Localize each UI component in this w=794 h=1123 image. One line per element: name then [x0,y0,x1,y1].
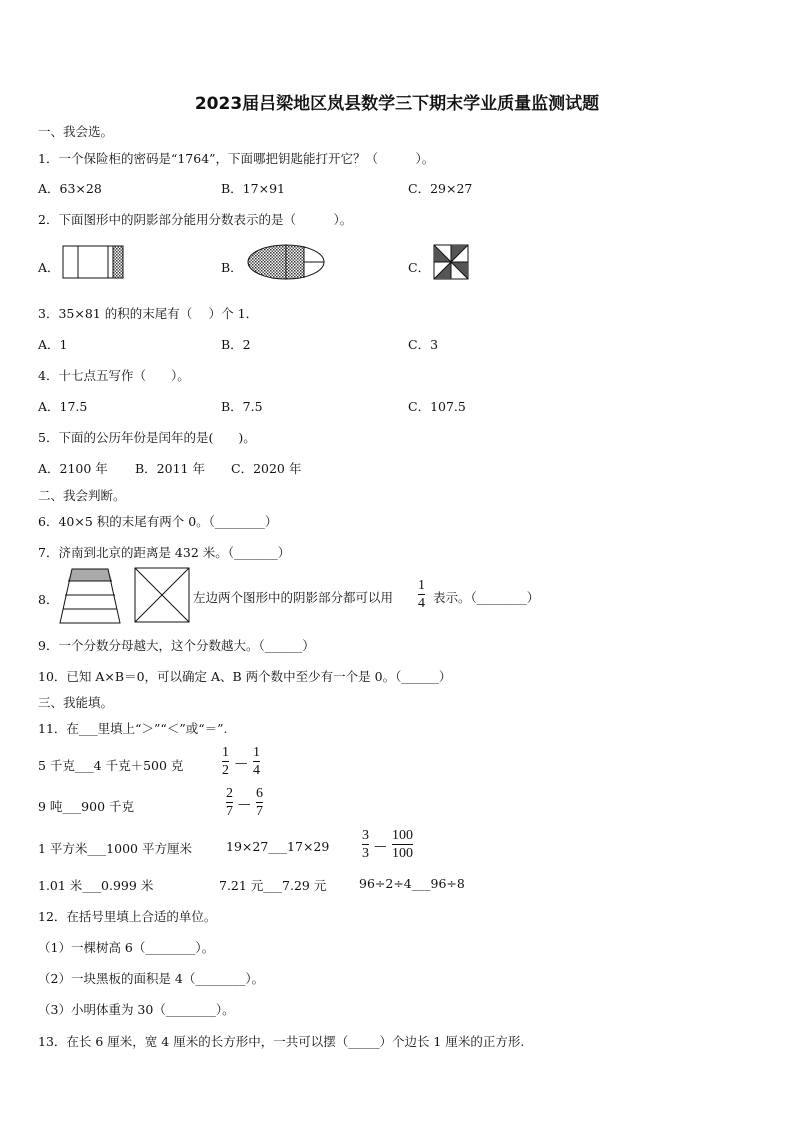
q11-row3-frac-left: 3 3 [362,828,369,861]
question-8-tail: 表示。（________） [433,590,540,605]
q3-option-b: B．2 [221,337,251,352]
q11-row1-frac-right: 1 4 [253,745,260,778]
q11-row1-left: 5 千克___4 千克＋500 克 [38,758,184,773]
q11-row3-middle: 19×27___17×29 [226,839,330,854]
q4-option-a: A．17.5 [38,399,88,414]
q11-row2-frac-left: 2 7 [226,786,233,819]
page-title: 2023届吕梁地区岚县数学三下期末学业质量监测试题 [194,94,600,114]
section-heading-judge: 二、我会判断。 [38,488,126,503]
q4-option-c: C．107.5 [408,399,466,414]
q1-option-b: B．17×91 [221,181,285,196]
q11-row4-middle: 7.21 元___7.29 元 [219,878,327,893]
question-12: 12．在括号里填上合适的单位。 [38,909,217,924]
q8-figure-square [134,567,190,623]
question-9: 9．一个分数分母越大，这个分数越大。（______） [38,638,315,653]
q11-row1-frac-left: 1 2 [222,745,229,778]
q5-option-a: A．2100 年 [38,461,108,476]
q8-fraction [418,578,425,611]
q11-row1-blank: — [235,755,248,770]
question-3: 3．35×81 的积的末尾有（ ）个 1． [38,306,259,321]
q12-item-1: （1）一棵树高 6（________）。 [38,940,215,955]
q3-option-c: C．3 [408,337,439,352]
question-10: 10．已知 A×B＝0，可以确定 A、B 两个数中至少有一个是 0。（______） [38,669,452,684]
q11-row2-left: 9 吨___900 千克 [38,799,135,814]
q4-option-b: B．7.5 [221,399,263,414]
q2-figure-a-rectangle [62,245,124,279]
q2-option-a: A． [38,260,60,275]
q12-item-2: （2）一块黑板的面积是 4（________）。 [38,971,265,986]
q11-row3-frac-right: 100 100 [392,828,413,861]
question-11: 11．在___里填上“＞”“＜”或“＝”. [38,721,228,736]
section-heading-choose: 一、我会选。 [38,124,114,139]
q11-row3-left: 1 平方米___1000 平方厘米 [38,841,192,856]
question-1: 1．一个保险柜的密码是“1764”，下面哪把钥匙能打开它？（ ）。 [38,151,435,166]
q2-figure-b-ellipse [246,243,326,281]
q11-row4-left: 1.01 米___0.999 米 [38,878,154,893]
question-6: 6．40×5 积的末尾有两个 0。（________） [38,514,278,529]
q5-option-b: B．2011 年 [135,461,205,476]
q1-option-c: C．29×27 [408,181,473,196]
q8-figure-trapezoid [59,567,121,625]
q11-row4-right: 96÷2÷4___96÷8 [359,876,465,891]
section-heading-fill: 三、我能填。 [38,695,114,710]
q11-row3-blank: — [374,838,387,853]
question-2: 2．下面图形中的阴影部分能用分数表示的是（ ）。 [38,212,353,227]
question-13: 13．在长 6 厘米，宽 4 厘米的长方形中，一共可以摆（_____）个边长 1 厘米的正方形. [38,1034,525,1049]
q1-option-a: A．63×28 [38,181,102,196]
question-7: 7．济南到北京的距离是 432 米。（_______） [38,545,291,560]
q8-number: 8． [38,592,59,607]
q8-fraction-denominator: 4 [418,596,425,611]
q5-option-c: C．2020 年 [231,461,302,476]
q8-fraction-numerator: 1 [418,578,425,593]
q12-item-3: （3）小明体重为 30（________）。 [38,1002,235,1017]
q11-row2-frac-right: 6 7 [256,786,263,819]
question-8-text: 左边两个图形中的阴影部分都可以用 [193,590,394,605]
q11-row2-blank: — [238,796,251,811]
question-5: 5．下面的公历年份是闰年的是( )。 [38,430,256,445]
q3-option-a: A．1 [38,337,68,352]
question-4: 4．十七点五写作（ ）。 [38,368,190,383]
q2-option-c: C． [408,260,431,275]
q2-figure-c-square [433,244,469,280]
q2-option-b: B． [221,260,243,275]
